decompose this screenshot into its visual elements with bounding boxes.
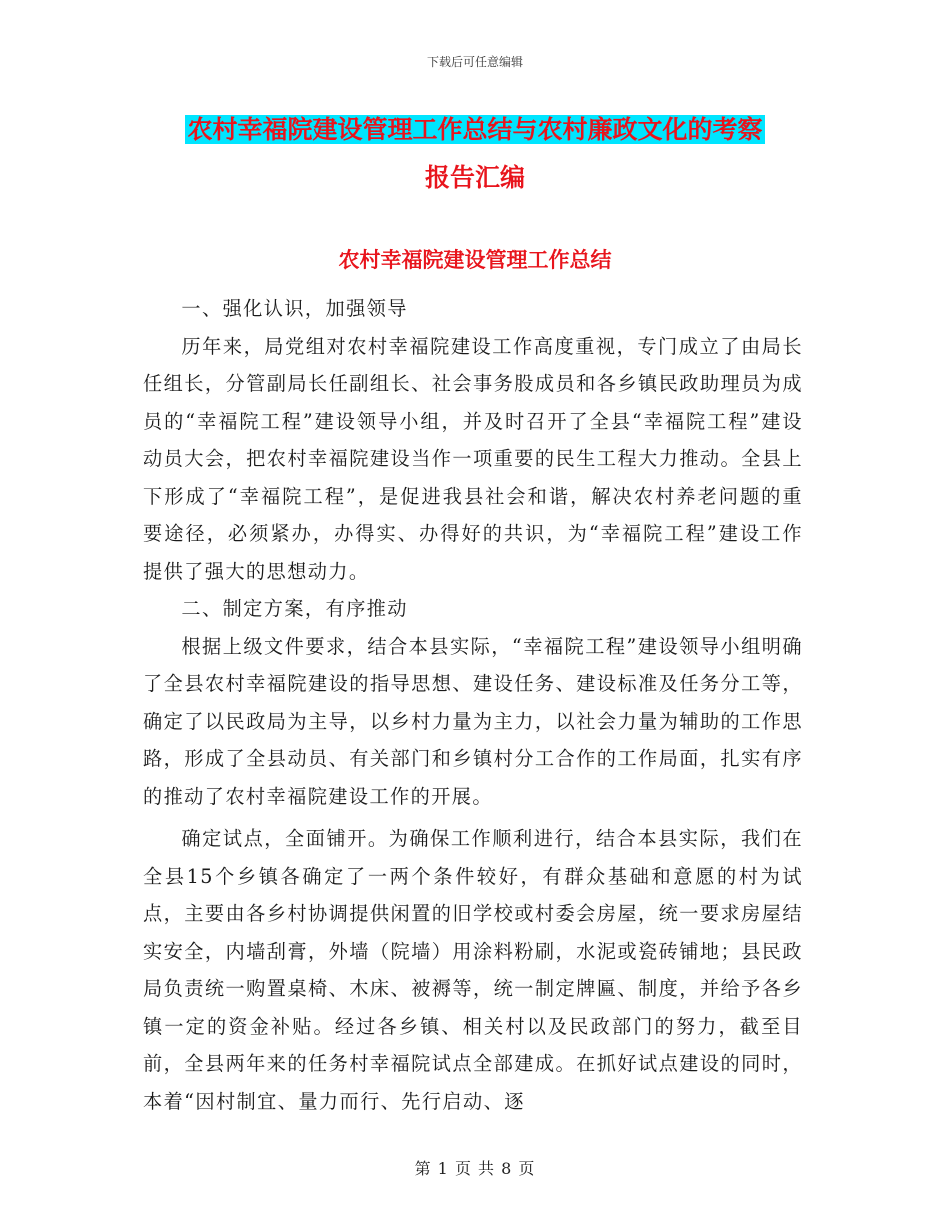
body-paragraph: 根据上级文件要求，结合本县实际，“幸福院工程”建设领导小组明确了全县农村幸福院建设的指导思想、建设任务、建设标准及任务分工等，确定了以民政局为主导，以乡村力量为主力，以社会力量为辅助的工作思路，形成了全县动员、有关部门和乡镇村分工合作的工作局面，扎实有序的推动了农村幸福院建设工作的开展。: [143, 634, 803, 808]
document-title-line-1: 农村幸福院建设管理工作总结与农村廉政文化的考察: [187, 115, 763, 144]
document-body: [143, 290, 803, 1120]
document-title-line-2: 报告汇编: [424, 163, 525, 192]
section-title: 农村幸福院建设管理工作总结: [338, 248, 612, 272]
body-paragraph: 确定试点，全面铺开。为确保工作顺利进行，结合本县实际，我们在全县15个乡镇各确定了一两个条件较好，有群众基础和意愿的村为试点，主要由各乡村协调提供闲置的旧学校或村委会房屋，统一要求房屋结实安全，内墙刮膏，外墙（院墙）用涂料粉刷，水泥或瓷砖铺地；县民政局负责统一购置桌椅、木床、被褥等，统一制定牌匾、制度，并给予各乡镇一定的资金补贴。经过各乡镇、相关村以及民政部门的努力，截至目前，全县两年来的任务村幸福院试点全部建成。在抓好试点建设的同时，本着“因村制宜、量力而行、先行启动、逐: [143, 827, 803, 1113]
body-paragraph: 历年来，局党组对农村幸福院建设工作高度重视，专门成立了由局长任组长，分管副局长任副组长、社会事务股成员和各乡镇民政助理员为成员的“幸福院工程”建设领导小组，并及时召开了全县“幸福院工程”建设动员大会，把农村幸福院建设当作一项重要的民生工程大力推动。全县上下形成了“幸福院工程”，是促进我县社会和谐，解决农村养老问题的重要途径，必须紧办，办得实、办得好的共识，为“幸福院工程”建设工作提供了强大的思想动力。: [143, 334, 803, 583]
header-note: 下载后可任意编辑: [426, 55, 523, 69]
document-title: [0, 106, 950, 202]
heading-strengthen-awareness: 一、强化认识，加强领导: [181, 297, 408, 320]
page-number: 第 1 页 共 8 页: [414, 1159, 536, 1178]
heading-formulate-plan: 二、制定方案，有序推动: [181, 597, 408, 620]
